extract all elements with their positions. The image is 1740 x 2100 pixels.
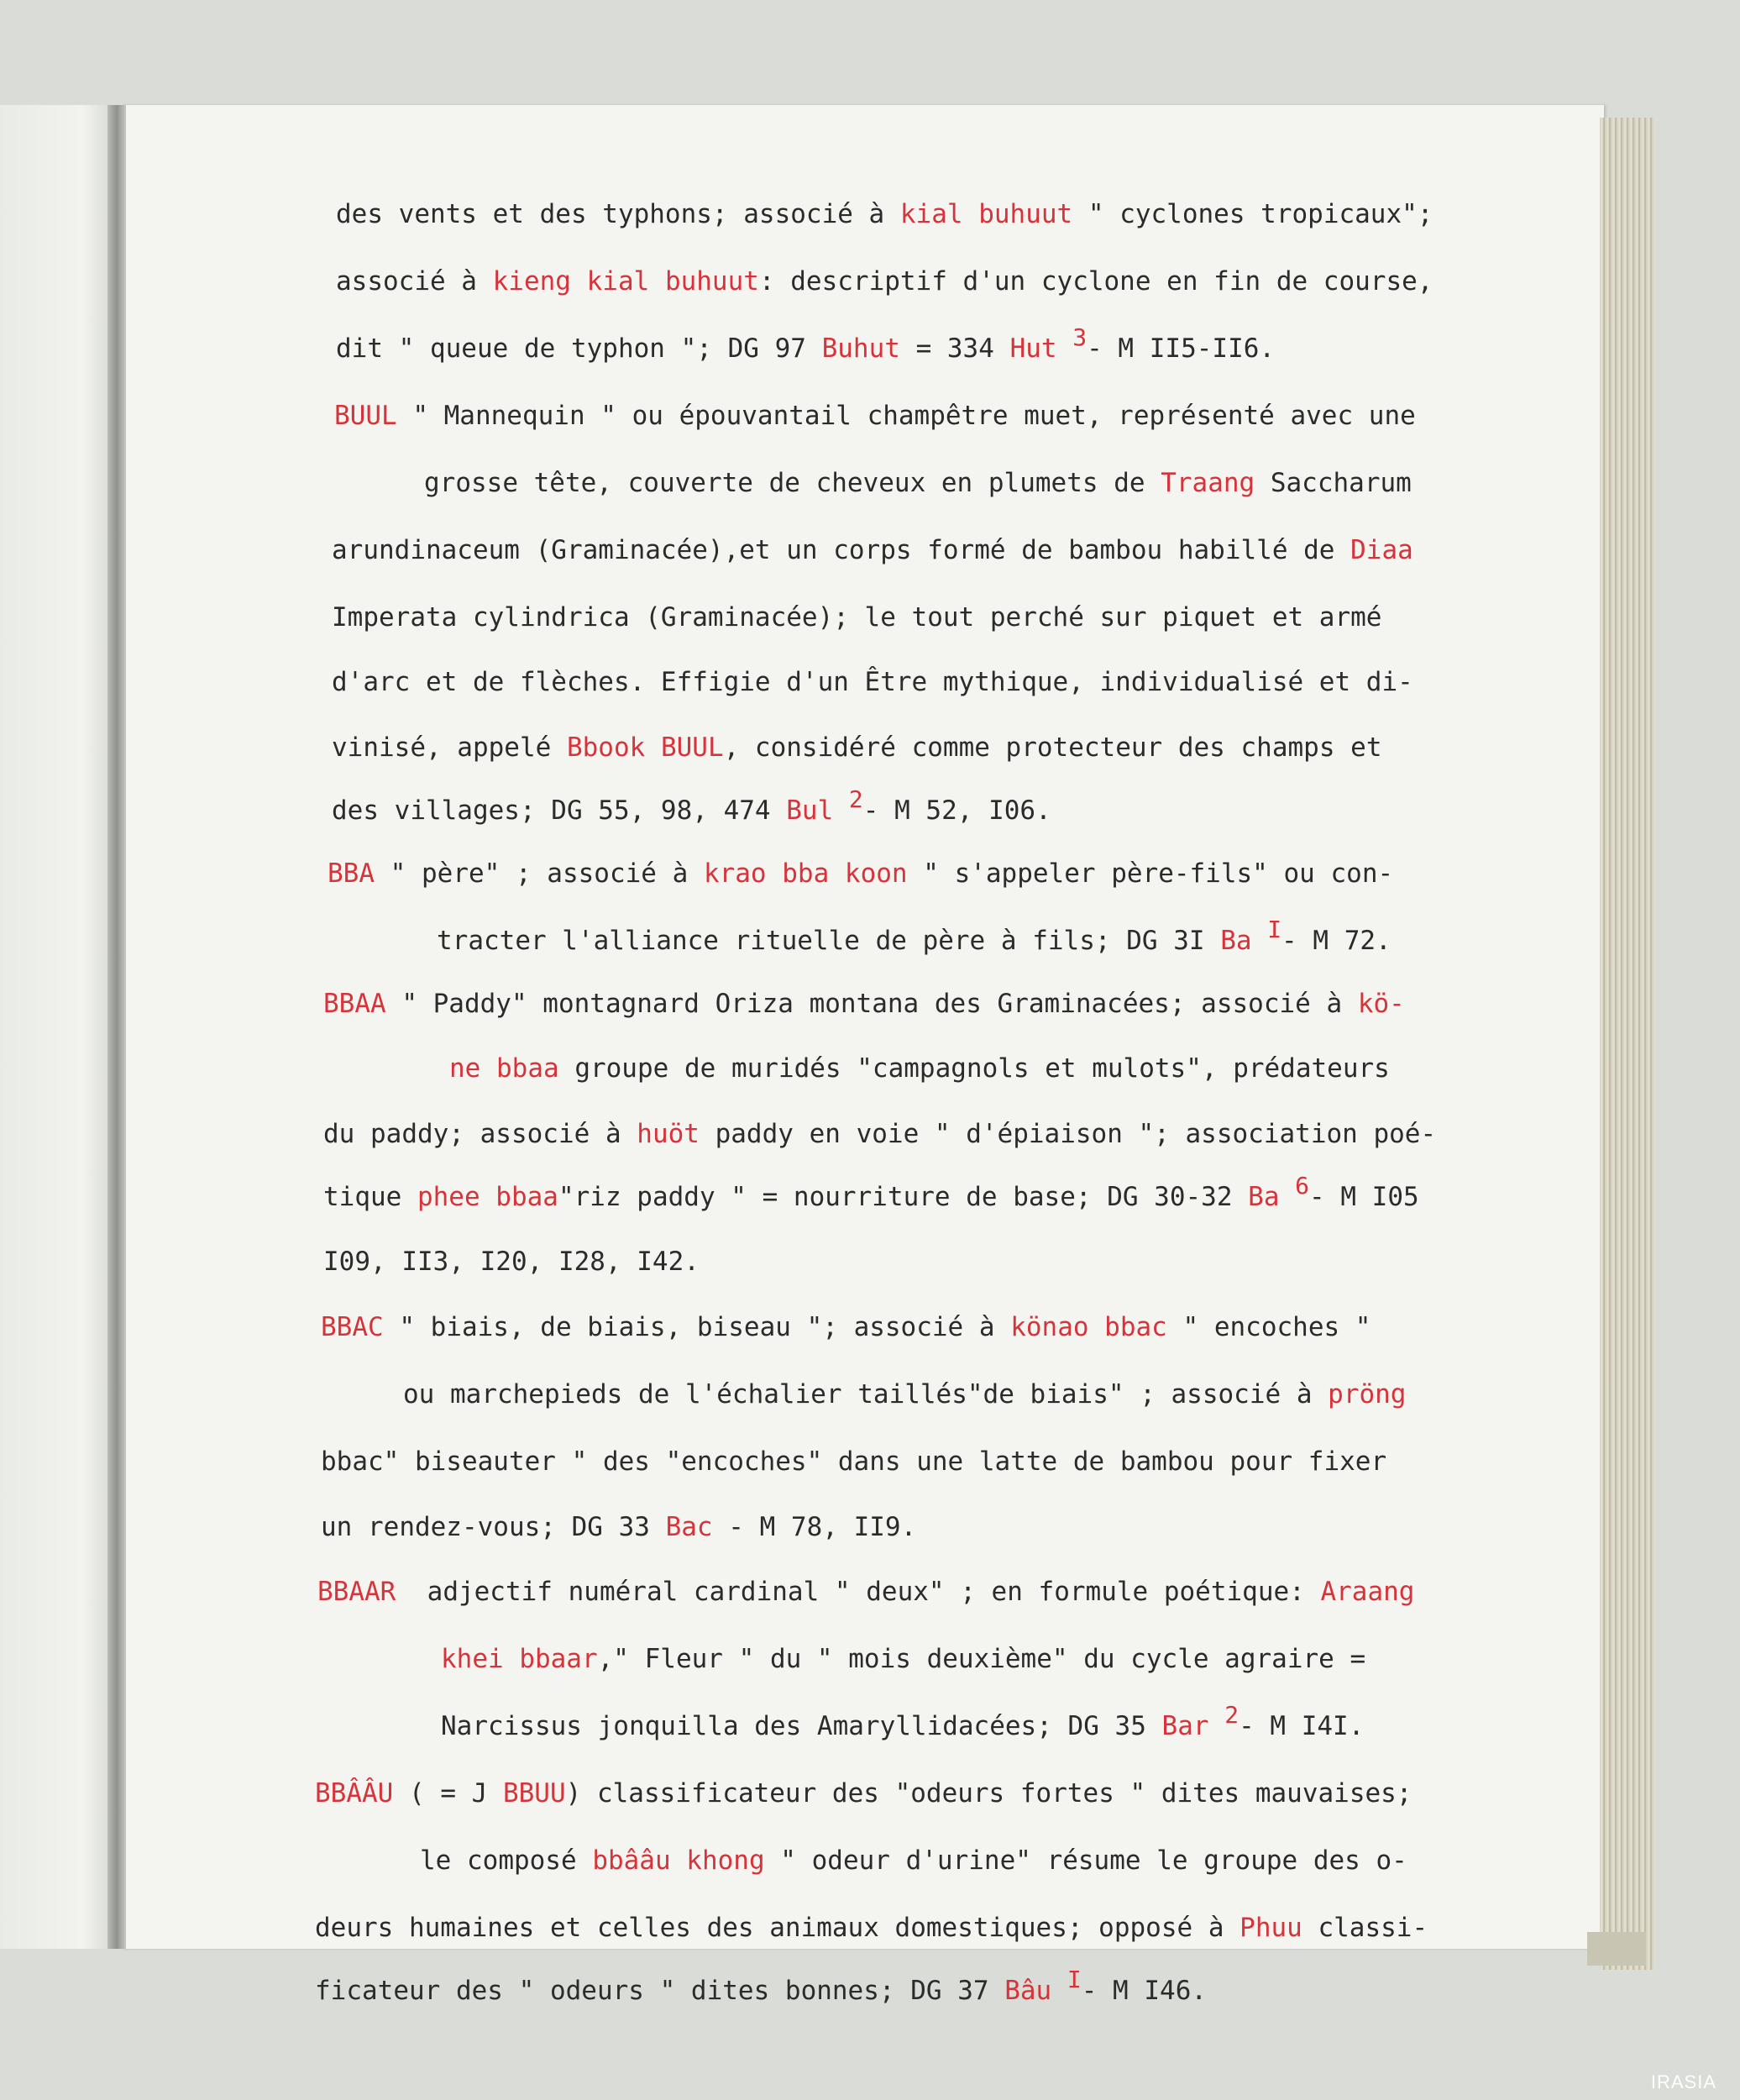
red-term: Buhut	[821, 333, 900, 364]
text-line	[315, 1966, 1208, 2008]
red-term: I	[1267, 916, 1282, 943]
red-term: BBUU	[502, 1778, 566, 1809]
red-term: Hut	[1009, 333, 1057, 364]
red-term: 2	[1224, 1701, 1239, 1729]
text-segment	[1209, 1711, 1225, 1741]
text-line	[323, 1172, 1419, 1214]
text-line	[321, 1510, 916, 1544]
text-segment: d'arc et de flèches. Effigie d'un Être mythique, individualisé et di-	[332, 667, 1413, 697]
text-segment: tracter l'alliance rituelle de père à fils; DG 3I	[437, 926, 1221, 956]
page-stack-edge	[1600, 118, 1654, 1970]
text-segment: tique	[323, 1182, 417, 1212]
text-line	[437, 916, 1391, 958]
text-segment: ficateur des " odeurs " dites bonnes; DG 37	[315, 1976, 1005, 2006]
red-term: Ba	[1248, 1182, 1280, 1212]
text-line	[334, 399, 1416, 433]
text-line	[449, 1052, 1390, 1085]
red-term: Bul	[786, 795, 834, 826]
text-segment: ( = J	[393, 1778, 503, 1809]
text-segment: , considéré comme protecteur des champs et	[723, 732, 1382, 763]
text-line	[315, 1777, 1412, 1810]
text-segment: un rendez-vous; DG 33	[321, 1512, 666, 1542]
text-segment: vinisé, appelé	[332, 732, 567, 763]
text-segment: dit " queue de typhon "; DG 97	[336, 333, 822, 364]
text-segment: deurs humaines et celles des animaux domestiques; opposé à	[315, 1913, 1240, 1943]
text-segment	[1280, 1182, 1296, 1212]
red-term: Phuu	[1239, 1913, 1302, 1943]
text-segment: - M I05	[1309, 1182, 1419, 1212]
text-line	[336, 265, 1433, 298]
left-page-edge	[0, 105, 118, 1949]
text-segment: " encoches "	[1166, 1312, 1371, 1342]
text-line	[332, 601, 1381, 634]
red-term: ne bbaa	[449, 1053, 559, 1084]
book-gutter	[107, 105, 126, 1949]
red-term: BBA	[328, 858, 375, 889]
text-segment: le composé	[420, 1845, 593, 1876]
red-term: kö-	[1357, 989, 1405, 1019]
text-segment: " Paddy" montagnard Oriza montana des Graminacées; associé à	[385, 989, 1358, 1019]
text-segment: du paddy; associé à	[323, 1119, 637, 1149]
text-line	[332, 533, 1413, 567]
text-segment: bbac" biseauter " des "encoches" dans une latte de bambou pour fixer	[321, 1446, 1387, 1477]
text-line	[336, 323, 1276, 365]
red-term: pröng	[1328, 1379, 1407, 1410]
text-line	[323, 1245, 700, 1278]
red-term: Bbook BUUL	[566, 732, 724, 763]
red-term: kial buhuut	[899, 199, 1073, 229]
text-line	[321, 1445, 1386, 1478]
text-segment	[1057, 333, 1073, 364]
text-segment: " s'appeler père-fils" ou con-	[907, 858, 1394, 889]
text-segment: " cyclones tropicaux";	[1072, 199, 1433, 229]
red-term: huöt	[637, 1119, 700, 1149]
text-segment: des villages; DG 55, 98, 474	[332, 795, 787, 826]
text-segment: : descriptif d'un cyclone en fin de course,	[758, 266, 1433, 297]
text-line	[441, 1642, 1365, 1676]
text-segment: - M 72.	[1281, 926, 1391, 956]
red-term: BBAA	[323, 989, 386, 1019]
text-line	[323, 987, 1405, 1021]
red-term: BBAAR	[317, 1577, 396, 1607]
text-segment: " biais, de biais, biseau "; associé à	[383, 1312, 1011, 1342]
text-line	[321, 1310, 1371, 1344]
text-segment	[833, 795, 849, 826]
red-term: 2	[848, 785, 863, 813]
text-segment: " père" ; associé à	[375, 858, 704, 889]
red-term: könao bbac	[1010, 1312, 1167, 1342]
text-segment: ou marchepieds de l'échalier taillés"de biais" ; associé à	[403, 1379, 1329, 1410]
red-term: Araang	[1320, 1577, 1415, 1607]
text-line	[441, 1701, 1365, 1743]
watermark-label: IRASIA	[1650, 2071, 1716, 2092]
red-term: Ba	[1220, 926, 1252, 956]
red-term: bbââu khong	[592, 1845, 765, 1876]
text-line	[332, 785, 1051, 827]
text-line	[403, 1378, 1406, 1411]
red-term: I	[1067, 1966, 1082, 1993]
text-segment	[1051, 1976, 1067, 2006]
text-segment: - M I46.	[1081, 1976, 1208, 2006]
red-term: khei bbaar	[441, 1644, 598, 1674]
text-segment: - M II5-II6.	[1087, 333, 1276, 364]
text-segment: - M 52, I06.	[862, 795, 1051, 826]
red-term: 6	[1295, 1172, 1310, 1200]
page-stack-corner	[1587, 1932, 1646, 1966]
text-segment	[1252, 926, 1268, 956]
red-term: Diaa	[1350, 535, 1413, 565]
text-line	[424, 466, 1412, 500]
red-term: kieng kial buhuut	[492, 266, 759, 297]
text-segment: "riz paddy " = nourriture de base; DG 30-32	[558, 1182, 1249, 1212]
text-segment: " Mannequin " ou épouvantail champêtre muet, représenté avec une	[396, 401, 1416, 431]
red-term: phee bbaa	[417, 1182, 558, 1212]
red-term: Bac	[665, 1512, 713, 1542]
red-term: BUUL	[334, 401, 397, 431]
text-line	[332, 731, 1381, 764]
text-line	[328, 857, 1393, 890]
text-segment: arundinaceum (Graminacée),et un corps formé de bambou habillé de	[332, 535, 1351, 565]
red-term: Traang	[1161, 468, 1255, 498]
text-line	[332, 665, 1413, 699]
red-term: BBAC	[321, 1312, 384, 1342]
text-line	[315, 1911, 1428, 1945]
text-segment: paddy en voie " d'épiaison "; association poé-	[699, 1119, 1437, 1149]
text-segment: " odeur d'urine" résume le groupe des o-	[764, 1845, 1407, 1876]
text-segment: = 334	[899, 333, 1010, 364]
text-segment: ," Fleur " du " mois deuxième" du cycle agraire =	[597, 1644, 1366, 1674]
red-term: Bar	[1161, 1711, 1209, 1741]
red-term: 3	[1072, 323, 1088, 351]
red-term: BBÂÂU	[315, 1778, 394, 1809]
text-line	[323, 1117, 1436, 1151]
red-term: krao bba koon	[703, 858, 908, 889]
text-line	[317, 1575, 1414, 1609]
text-segment: Imperata cylindrica (Graminacée); le tout perché sur piquet et armé	[332, 602, 1382, 633]
text-segment: - M I4I.	[1239, 1711, 1365, 1741]
text-segment: grosse tête, couverte de cheveux en plumets de	[424, 468, 1161, 498]
red-term: Bâu	[1004, 1976, 1052, 2006]
text-segment: classi-	[1302, 1913, 1428, 1943]
text-segment: adjectif numéral cardinal " deux" ; en formule poétique:	[396, 1577, 1321, 1607]
text-segment: groupe de muridés "campagnols et mulots", prédateurs	[558, 1053, 1390, 1084]
text-segment: Saccharum	[1255, 468, 1412, 498]
text-segment: Narcissus jonquilla des Amaryllidacées; DG 35	[441, 1711, 1162, 1741]
text-segment: associé à	[336, 266, 493, 297]
text-line	[336, 197, 1433, 231]
text-segment: I09, II3, I20, I28, I42.	[323, 1247, 700, 1277]
text-segment: ) classificateur des "odeurs fortes " dites mauvaises;	[565, 1778, 1412, 1809]
text-segment: des vents et des typhons; associé à	[336, 199, 900, 229]
text-segment: - M 78, II9.	[712, 1512, 917, 1542]
text-line	[420, 1844, 1407, 1877]
